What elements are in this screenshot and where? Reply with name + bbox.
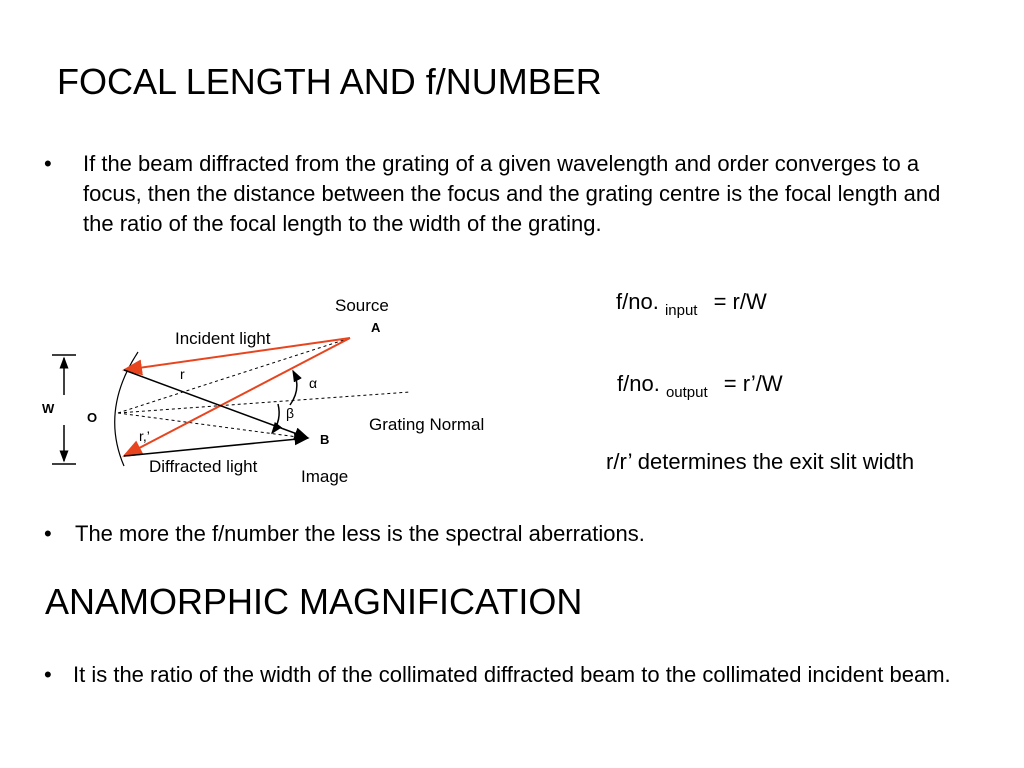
beta-label: β	[286, 405, 295, 421]
focal-length-definition: If the beam diffracted from the grating of a given wavelength and order converges to a focus, then the distance between the focus and the grating centre is the focal length and the ratio of the focal length to the width of the grating.	[83, 151, 941, 236]
grating-normal-line	[118, 392, 410, 413]
fno-output-prefix: f/no.	[617, 371, 660, 396]
bullet-dot: •	[44, 662, 52, 687]
source-label: Source	[335, 296, 389, 315]
exit-slit-note: r/r’ determines the exit slit width	[606, 449, 915, 474]
o-label: O	[87, 410, 98, 425]
point-b-label: B	[320, 432, 330, 447]
alpha-arc	[290, 371, 297, 405]
grating-normal-label: Grating Normal	[369, 415, 485, 434]
section-title-focal-length: FOCAL LENGTH AND f/NUMBER	[57, 61, 602, 102]
aberration-note: The more the f/number the less is the spectral aberrations.	[75, 521, 645, 546]
anamorphic-definition: It is the ratio of the width of the collimated diffracted beam to the collimated incident beam.	[73, 662, 951, 687]
fno-input-rhs: = r/W	[713, 289, 767, 314]
point-a-label: A	[371, 320, 381, 335]
w-label: W	[42, 401, 55, 416]
fno-output-subscript: output	[665, 384, 708, 401]
incident-ray-bottom	[124, 338, 350, 456]
alpha-label: α	[309, 375, 318, 391]
fno-output-rhs: = r’/W	[723, 371, 783, 396]
image-label: Image	[301, 467, 349, 486]
beta-arc	[272, 404, 279, 433]
diffracted-ray-top	[124, 370, 308, 438]
fno-input-formula	[616, 289, 767, 318]
section-title-anamorphic: ANAMORPHIC MAGNIFICATION	[45, 581, 583, 622]
r-label: r	[180, 366, 185, 382]
bullet-dot: •	[44, 151, 52, 176]
fno-output-formula	[617, 371, 783, 400]
fno-input-prefix: f/no.	[616, 289, 659, 314]
diffracted-light-label: Diffracted light	[149, 457, 258, 476]
bullet-dot: •	[44, 521, 52, 546]
r-prime-label: r,’	[139, 428, 150, 444]
fno-input-subscript: input	[664, 302, 698, 319]
incident-light-label: Incident light	[175, 329, 271, 348]
